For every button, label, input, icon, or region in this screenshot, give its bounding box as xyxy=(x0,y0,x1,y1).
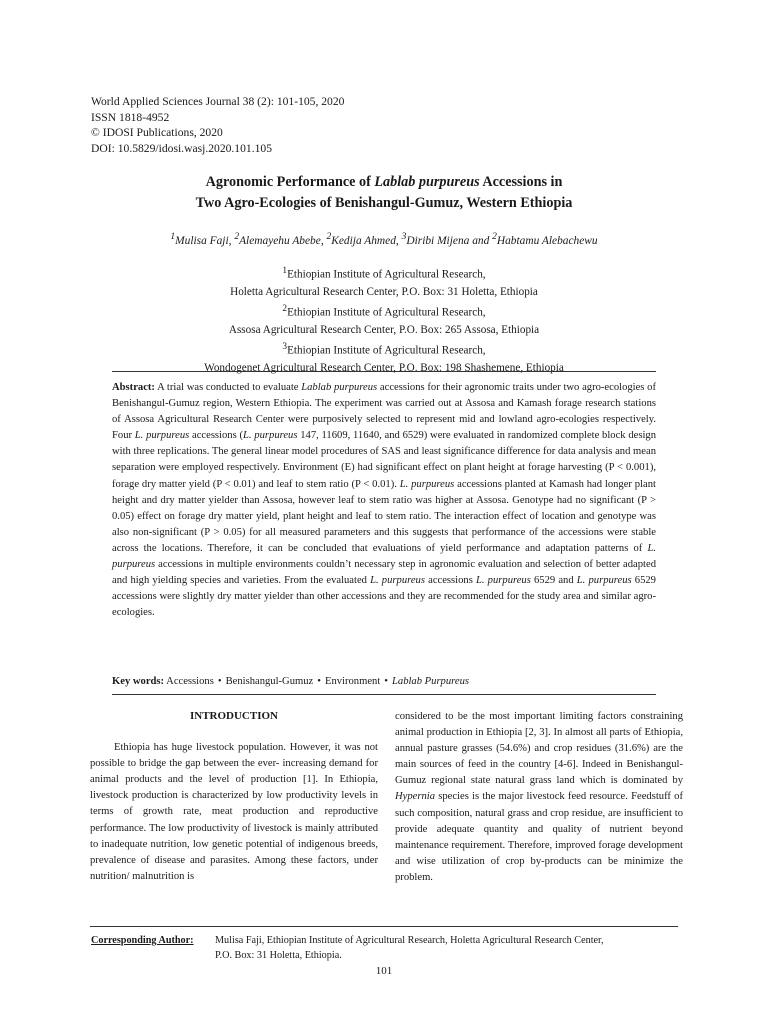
affiliation-center: Wondogenet Agricultural Research Center, P.O. Box: 198 Shashemene, Ethiopia xyxy=(204,362,564,375)
author-name: Habtamu Alebachewu xyxy=(496,234,598,247)
title-species: Lablab purpureus xyxy=(374,174,480,190)
corresponding-line-2: P.O. Box: 31 Holetta, Ethiopia. xyxy=(215,950,342,961)
author-list: $^1$Mulisa Faji, $^2$Alemayehu Abebe, $^2$Kedija Ahmed, $^3$Diribi Mijena and $^2$Habtamu Alebachewu xyxy=(170,232,598,247)
abstract-species: L. purpureus xyxy=(576,575,632,587)
author-sup: 2 xyxy=(492,232,497,242)
author-name: Diribi Mijena xyxy=(406,234,470,247)
intro-text: species is the major livestock feed resource. Feedstuff of such composition, natural grass and crop residue, are insufficient to provide adequate quantity and quality of nutrient beyond maintenance requirement. Therefore, improved forage development and wise utilization of crop by-products can be minimize the problem. xyxy=(395,791,683,883)
author-sup: 2 xyxy=(234,232,240,242)
author-name: Mulisa Faji xyxy=(175,234,229,247)
keywords-bottom-rule xyxy=(112,694,656,695)
journal-citation: World Applied Sciences Journal 38 (2): 101-105, 2020 xyxy=(91,95,345,108)
affiliations xyxy=(40,263,728,377)
abstract-text: accessions planted at Kamash had longer plant height and dry matter yielder than Assosa, however leaf to stem ratio was higher at Assosa. Genotype had no significant (P > 0.05) effect on forage dry matter yield, plant height and leaf to stem ratio. The interaction effect of location and genotype was also non-significant (P > 0.05) for all measured parameters and this suggests that performance of the accessions were stable across the locations. Therefore, it can be concluded that evaluations of yield performance and adaptation patterns of xyxy=(112,478,656,554)
title-text: Agronomic Performance of xyxy=(205,174,375,190)
abstract-species: L. purpureus xyxy=(475,575,531,587)
corresponding-text: Mulisa Faji, Ethiopian Institute of Agricultural Research, Holetta Agricultural Research Center, xyxy=(215,935,604,946)
author-name: Alemayehu Abebe xyxy=(239,234,321,247)
footnote-rule xyxy=(90,926,678,927)
author-name: Kedija Ahmed xyxy=(331,234,396,247)
affiliation-sup: 3 xyxy=(282,342,288,353)
abstract-text: accessions for their agronomic traits under two agro-ecologies of Benishangul-Gumuz region, Western Ethiopia. The experiment was carried out at Assosa and Kamash forage research stations of Assosa Agricultural Research Center were purposively selected to represent mid and lowland agro-ecologies respectively. Four xyxy=(112,382,657,442)
title-text: Accessions in xyxy=(479,174,563,190)
affiliation-center: Assosa Agricultural Research Center, P.O. Box: 265 Assosa, Ethiopia xyxy=(228,324,540,337)
keyword-separator: • xyxy=(317,676,321,687)
author-sup: 2 xyxy=(326,232,332,242)
abstract-species: L. purpureus xyxy=(243,430,298,442)
abstract-species: Lablab purpureus xyxy=(301,382,378,393)
page-number: 101 xyxy=(375,965,393,977)
author-sup: 1 xyxy=(170,232,176,242)
intro-text: considered to be the most important limiting factors constraining animal production in Ethiopia [2, 3]. In almost all parts of Ethiopia, annual pasture grasses (54.6%) and crop residues (31.6%) are the main sources of feed in the country [4-6]. Indeed in Benishangul-Gumuz regional state natural grass land which is dominated by xyxy=(395,711,683,787)
affiliation-sup: 1 xyxy=(282,266,288,276)
affiliation-institute xyxy=(40,263,728,284)
abstract-text: 6529 and xyxy=(530,575,577,587)
affiliation-institute xyxy=(40,301,728,322)
abstract-label: Abstract: xyxy=(112,382,155,393)
abstract-species: L. purpureus xyxy=(399,478,455,490)
keyword: Environment xyxy=(324,676,381,687)
intro-genus: Hypernia xyxy=(395,791,436,803)
keyword: Benishangul-Gumuz xyxy=(225,676,314,687)
section-heading: INTRODUCTION xyxy=(189,710,278,722)
abstract-species: L. purpureus xyxy=(134,430,190,442)
affiliation-sup: 2 xyxy=(282,304,288,315)
affiliation-center: Holetta Agricultural Research Center, P.O. Box: 31 Holetta, Ethiopia xyxy=(230,285,538,298)
keywords xyxy=(112,674,656,690)
corresponding-label: Corresponding Author: xyxy=(91,935,194,946)
abstract-text: accessions in multiple environments couldn’t necessary step in agronomic evaluation and selection of better adapted and high yielding species and varieties. From the evaluated xyxy=(112,559,656,587)
abstract-text: 147, 11609, 11640, and 6529) were evaluated in randomized complete block design with three replications. The general linear model procedures of SAS and least significance difference for data analysis and mean separation were employed respectively. Environment (E) had significant effect on plant height at forage harvesting (P < 0.001), forage dry matter yield (P < 0.01) and leaf to stem ratio (P < 0.01). xyxy=(112,430,657,490)
abstract-species: L. purpureus xyxy=(370,575,425,587)
journal-copyright: © IDOSI Publications, 2020 xyxy=(91,126,223,140)
abstract-species: L. purpureus xyxy=(112,542,656,571)
intro-paragraph: Ethiopia has huge livestock population. However, it was not possible to bridge the gap between the ever- increasing demand for animal products and the level of production [1]. In Ethiopia, livestock production is characterized by low productivity levels in terms of growth rate, meat production and reproductive performance. The low productivity of livestock is mainly attributed to inadequate nutrition, low genetic potential of indigenous breeds, prevalence of disease and parasites. Among these factors, under nutrition/ malnutrition is xyxy=(90,742,378,882)
abstract-text: 6529 accessions were slightly dry matter yielder than other accessions and they are recommended for the study area and similar agro-ecologies. xyxy=(112,575,656,619)
journal-doi: DOI: 10.5829/idosi.wasj.2020.101.105 xyxy=(91,141,272,155)
journal-info xyxy=(91,94,344,156)
intro-right-column xyxy=(395,709,683,886)
affiliation-text: Ethiopian Institute of Agricultural Research, xyxy=(287,345,486,358)
paper-title xyxy=(40,172,728,214)
intro-left-column xyxy=(90,708,378,885)
keyword-separator: • xyxy=(217,676,222,687)
abstract-top-rule xyxy=(112,371,656,372)
affiliation-text: Ethiopian Institute of Agricultural Research, xyxy=(287,268,486,281)
corresponding-author xyxy=(91,933,604,963)
abstract-text: accessions xyxy=(424,575,476,587)
corresponding-line-1 xyxy=(91,933,604,948)
title-line-2: Two Agro-Ecologies of Benishangul-Gumuz, Western Ethiopia xyxy=(195,195,573,211)
abstract-text: A trial was conducted to evaluate xyxy=(154,382,302,393)
affiliation-text: Ethiopian Institute of Agricultural Research, xyxy=(287,306,486,319)
keyword-separator: • xyxy=(384,676,388,687)
keyword: Lablab Purpureus xyxy=(392,676,470,687)
keyword: Accessions xyxy=(166,676,214,687)
journal-issn: ISSN 1818-4952 xyxy=(91,110,170,124)
keywords-label: Key words: xyxy=(112,676,165,687)
author-sup: 3 xyxy=(401,232,407,242)
abstract xyxy=(112,380,656,621)
abstract-text: accessions ( xyxy=(189,430,244,442)
intro-paragraph xyxy=(395,709,683,886)
affiliation-institute xyxy=(40,339,728,360)
title-line-1 xyxy=(40,172,728,193)
